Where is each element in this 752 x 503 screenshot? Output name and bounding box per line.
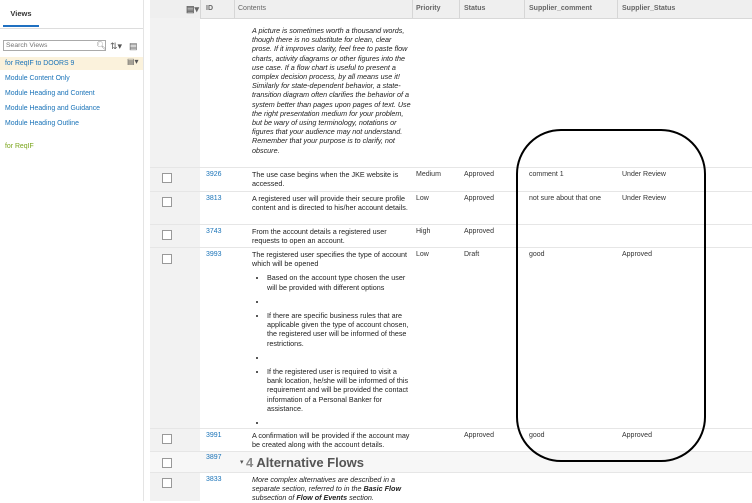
artifact-content: A registered user will provide their secure profile content and is directed to his/her account details. — [252, 194, 408, 213]
row-checkbox[interactable] — [162, 458, 172, 468]
supplier-status-value: Under Review — [622, 195, 666, 202]
views-sidebar — [0, 0, 144, 501]
search-views-input[interactable] — [3, 40, 106, 51]
artifact-content: The use case begins when the JKE website is accessed. — [252, 170, 399, 189]
artifact-content-top: A picture is sometimes worth a thousand words, though there is no substitute for clean, clear prose. If it improves clarity, feel free to paste flow charts, activity diagrams or other figures into the use case. If a flow chart is useful to present a complex decision process, by all means use it! Similarly for state-dependent behavior, a state-transition diagram often clarifies the behavior of a system better than pages upon pages of text. Use the right presentation medium for your problem, but be wary of using terminology, notations or figures that your audience may not understand. Remember that your purpose is to clarify, not obscure. — [252, 26, 411, 155]
row-checkbox[interactable] — [162, 197, 172, 207]
status-value: Approved — [464, 171, 494, 178]
supplier-status-value: Approved — [622, 251, 652, 258]
column-settings-icon[interactable]: ▤▾ — [186, 4, 200, 14]
priority-value: Medium — [416, 171, 441, 178]
artifact-id-link[interactable]: 3897 — [206, 454, 222, 461]
supplier-comment-value: good — [529, 432, 545, 439]
priority-value: Low — [416, 251, 429, 258]
sidebar-item-heading-guidance[interactable]: Module Heading and Guidance — [5, 105, 101, 112]
collapse-triangle-icon[interactable]: ▾ — [240, 459, 244, 466]
artifact-id-link[interactable]: 3833 — [206, 476, 222, 483]
row-checkbox[interactable] — [162, 254, 172, 264]
sidebar-item-reqif-doors9[interactable]: for ReqIF to DOORS 9 — [0, 57, 143, 70]
section-heading: 4 Alternative Flows — [246, 455, 365, 470]
artifact-id-link[interactable]: 3813 — [206, 195, 222, 202]
annotation-oval — [516, 129, 706, 462]
artifact-id-link[interactable]: 3991 — [206, 432, 222, 439]
status-value: Approved — [464, 432, 494, 439]
list-item — [267, 353, 412, 362]
grid-header — [150, 0, 752, 19]
artifact-bullet-list — [252, 273, 412, 427]
status-value: Draft — [464, 251, 480, 258]
column-contents[interactable]: Contents — [238, 5, 267, 12]
column-supplier-status[interactable]: Supplier_Status — [622, 5, 676, 12]
sidebar-item-heading-content[interactable]: Module Heading and Content — [5, 90, 95, 97]
row-checkbox[interactable] — [162, 434, 172, 444]
list-item — [267, 418, 412, 427]
table-row[interactable] — [150, 472, 752, 502]
row-checkbox[interactable] — [162, 478, 172, 488]
artifact-content: A confirmation will be provided if the account may be created along with the account details. — [252, 431, 410, 450]
sort-views-icon[interactable]: ⇅▾ — [110, 41, 123, 51]
column-status[interactable]: Status — [464, 5, 486, 12]
supplier-status-value: Approved — [622, 432, 652, 439]
status-value: Approved — [464, 195, 494, 202]
priority-value: High — [416, 228, 431, 235]
list-item: • If there are specific business rules that are applicable given the type of account chosen, the registered user will be informed of these restrictions. — [267, 311, 412, 348]
priority-value: Low — [416, 195, 429, 202]
row-checkbox[interactable] — [162, 230, 172, 240]
sidebar-tabbar — [0, 0, 143, 29]
column-supplier-comment[interactable]: Supplier_comment — [529, 5, 593, 12]
view-settings-icon[interactable]: ▤ — [129, 41, 138, 51]
list-item — [267, 297, 412, 306]
artifact-content — [252, 250, 412, 432]
view-menu-icon[interactable]: ▤▾ — [127, 57, 139, 66]
artifact-id-link[interactable]: 3993 — [206, 251, 222, 258]
list-item: • If the registered user is required to visit a bank location, he/she will be informed of this requirement and will be provided the contact information of a Personal Banker for assistance. — [267, 367, 412, 413]
column-id[interactable]: ID — [206, 5, 213, 12]
artifact-id-link[interactable]: 3743 — [206, 228, 222, 235]
tab-views[interactable]: Views — [3, 2, 39, 27]
row-checkbox[interactable] — [162, 173, 172, 183]
artifact-id-link[interactable]: 3926 — [206, 171, 222, 178]
supplier-comment-value: comment 1 — [529, 171, 564, 178]
sidebar-item-heading-outline[interactable]: Module Heading Outline — [5, 120, 79, 127]
supplier-comment-value: good — [529, 251, 545, 258]
list-item: • Based on the account type chosen the user will be provided with different options — [267, 273, 412, 291]
artifact-content-intro: The registered user specifies the type of account which will be opened — [252, 250, 408, 269]
supplier-comment-value: not sure about that one — [529, 195, 601, 202]
sidebar-item-reqif[interactable]: for ReqIF — [5, 143, 34, 150]
status-value: Approved — [464, 228, 494, 235]
artifact-content: From the account details a registered user requests to open an account. — [252, 227, 387, 246]
supplier-status-value: Under Review — [622, 171, 666, 178]
search-icon[interactable]: 🔍︎ — [96, 41, 107, 50]
column-priority[interactable]: Priority — [416, 5, 441, 12]
artifact-content: More complex alternatives are described in a separate section, referred to in the Basic Flow subsection of Flow of Events section. — [252, 475, 402, 503]
sidebar-item-module-content-only[interactable]: Module Content Only — [5, 75, 70, 82]
